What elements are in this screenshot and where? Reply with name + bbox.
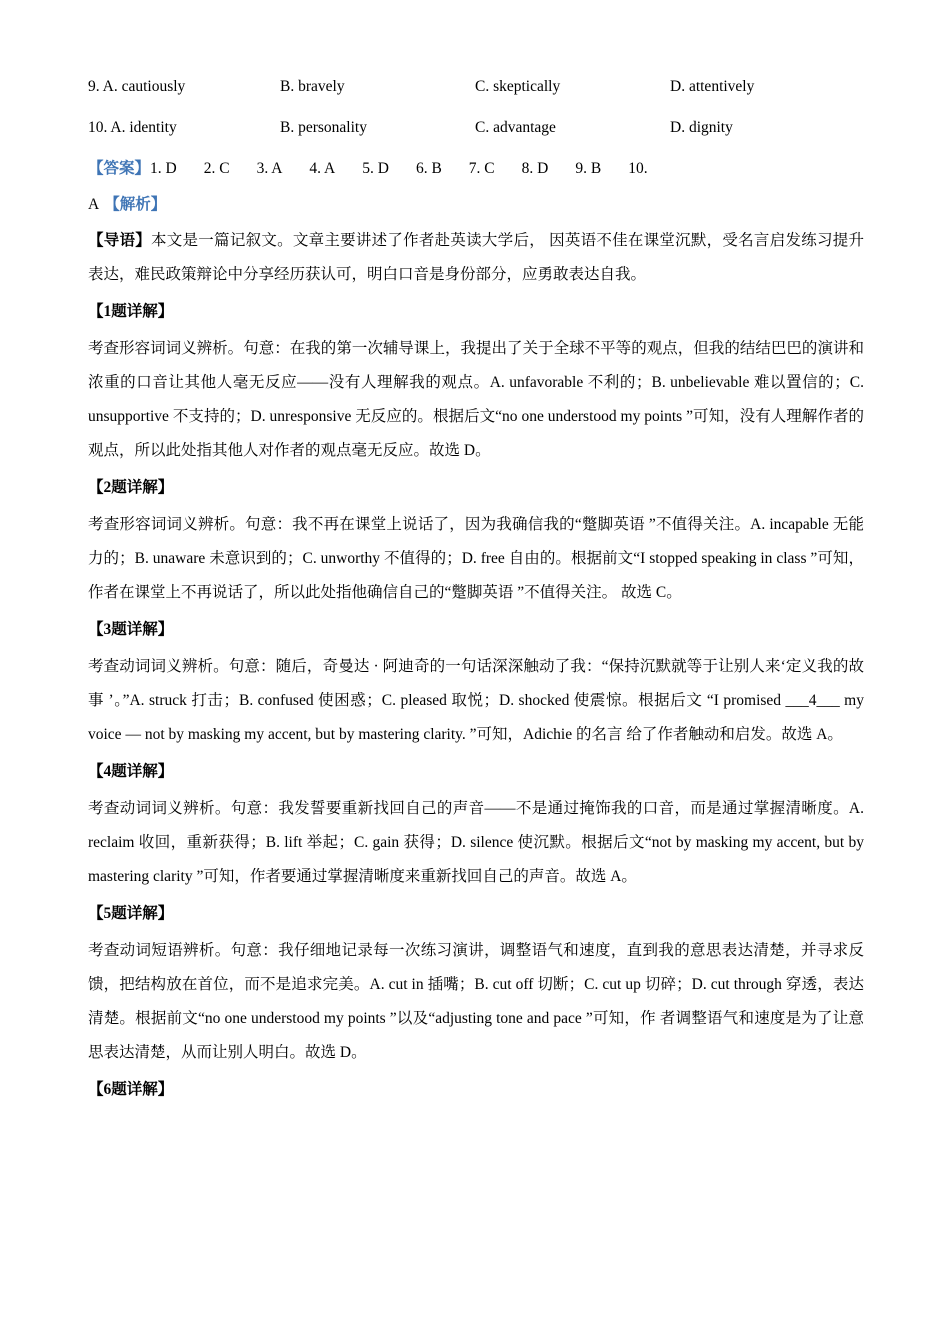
answer-item: 3. A xyxy=(256,160,283,177)
answer-item: 5. D xyxy=(362,160,389,177)
analysis-label: 【解析】 xyxy=(104,196,167,213)
answers-line xyxy=(88,152,864,186)
question-9-options-row xyxy=(88,70,864,104)
explanation-heading: 【3题详解】 xyxy=(88,621,174,638)
answer-item: 8. D xyxy=(521,160,549,177)
answers-label: 【答案】 xyxy=(88,160,151,177)
explanation-block-4 xyxy=(88,755,864,894)
explanation-heading: 【5题详解】 xyxy=(88,905,174,922)
answer-item: 2. C xyxy=(203,160,230,177)
explanation-heading: 【1题详解】 xyxy=(88,303,174,320)
explanation-text: 考查动词词义辨析。句意：我发誓要重新找回自己的声音——不是通过掩饰我的口音，而是通过掌握清晰度。A. reclaim 收回，重新获得；B. lift 举起；C. gain 获得；D. silence 使沉默。根据后文“not by masking my accent, but by mastering clarity ”可知，作者要通过掌握清晰度来重新找回自己的声音。故选 A。 xyxy=(88,800,864,885)
explanation-block-3 xyxy=(88,613,864,752)
answer-overflow: A xyxy=(88,196,100,213)
analysis-line xyxy=(88,188,864,222)
explanation-heading: 【4题详解】 xyxy=(88,763,174,780)
question-10-options-row xyxy=(88,111,864,145)
answer-item: 7. C xyxy=(468,160,495,177)
intro-paragraph xyxy=(88,224,864,292)
explanation-heading: 【6题详解】 xyxy=(88,1081,174,1098)
option-cell: B. personality xyxy=(280,119,367,136)
answer-item: 10. xyxy=(628,160,648,177)
explanation-block-6 xyxy=(88,1073,864,1107)
explanation-text: 考查形容词词义辨析。句意：在我的第一次辅导课上，我提出了关于全球不平等的观点，但我的结结巴巴的演讲和浓重的口音让其他人毫无反应——没有人理解我的观点。A. unfavorable 不利的；B. unbelievable 难以置信的；C. unsupportive 不支持的；D. unresponsive 无反应的。根据后文“no one understood my points ”可知，没有人理解作者的观点，所以此处指其他人对作者的观点毫无反应。故选 D。 xyxy=(88,340,864,459)
explanation-text: 考查动词短语辨析。句意：我仔细地记录每一次练习演讲，调整语气和速度，直到我的意思表达清楚，并寻求反馈，把结构放在首位，而不是追求完美。A. cut in 插嘴；B. cut off 切断；C. cut up 切碎；D. cut through 穿透，表达清楚。根据前文“no one understood my points ”以及“adjusting tone and pace ”可知，作 者调整语气和速度是为了让意思表达清楚，从而让别人明白。故选 D。 xyxy=(88,942,864,1061)
explanation-block-1 xyxy=(88,295,864,468)
intro-text: 本文是一篇记叙文。文章主要讲述了作者赴英读大学后， 因英语不佳在课堂沉默，受名言启发练习提升表达，难民政策辩论中分享经历获认可，明白口音是身份部分，应勇敢表达自我。 xyxy=(88,232,864,283)
answer-item: 4. A xyxy=(309,160,336,177)
answer-item: 9. B xyxy=(575,160,602,177)
explanation-text: 考查动词词义辨析。句意：随后，奇曼达 · 阿迪奇的一句话深深触动了我：“保持沉默就等于让别人来‘定义我的故事 ’。”A. struck 打击；B. confused 使困惑；C. pleased 取悦；D. shocked 使震惊。根据后文 “I promised ___4___ my voice — not by masking my accent, but by mastering clarity. ”可知，Adichie 的名言 给了作者触动和启发。故选 A。 xyxy=(88,658,864,743)
explanation-heading: 【2题详解】 xyxy=(88,479,174,496)
option-cell: B. bravely xyxy=(280,78,345,95)
option-cell: C. advantage xyxy=(475,119,556,136)
explanation-block-5 xyxy=(88,897,864,1070)
answer-item: 6. B xyxy=(415,160,442,177)
option-cell: D. dignity xyxy=(670,119,733,136)
option-cell: D. attentively xyxy=(670,78,755,95)
option-cell: 10. A. identity xyxy=(88,119,177,136)
explanation-block-2 xyxy=(88,471,864,610)
option-cell: 9. A. cautiously xyxy=(88,78,186,95)
answer-item: 1. D xyxy=(150,160,177,177)
option-cell: C. skeptically xyxy=(475,78,561,95)
explanation-text: 考查形容词词义辨析。句意：我不再在课堂上说话了，因为我确信我的“蹩脚英语 ”不值得关注。A. incapable 无能力的；B. unaware 未意识到的；C. unworthy 不值得的；D. free 自由的。根据前文“I stopped speaking in class ”可知，作者在课堂上不再说话了，所以此处指他确信自己的“蹩脚英语 ”不值得关注。 故选 C。 xyxy=(88,516,864,601)
intro-label: 【导语】 xyxy=(88,232,152,249)
